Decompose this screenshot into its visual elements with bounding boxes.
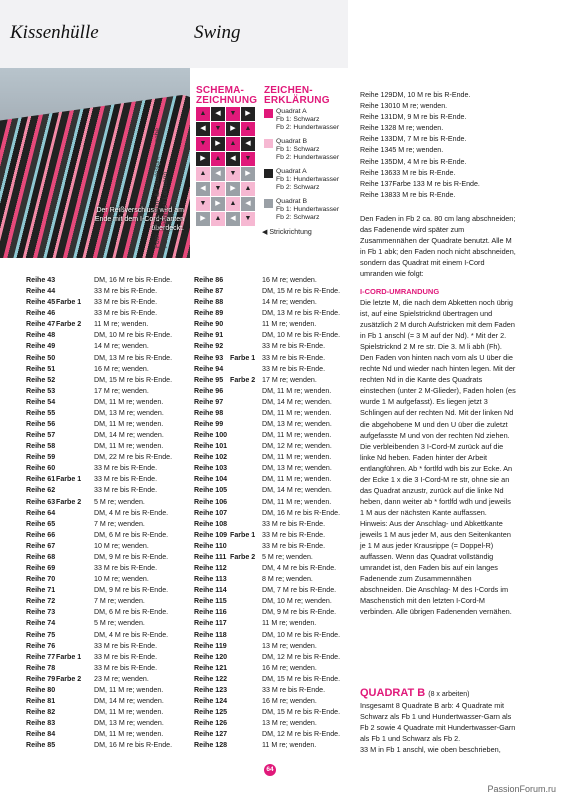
- row-color: Farbe 1: [56, 652, 82, 661]
- row-instruction: 10 M re; wenden.: [392, 102, 448, 111]
- row-label: Reihe 110: [194, 541, 227, 550]
- row-color: Farbe 1: [56, 298, 82, 307]
- row-label: Reihe 84: [26, 730, 56, 739]
- table-row: [360, 134, 480, 145]
- schema-cell: ▲: [241, 122, 255, 136]
- row-instruction: 33 M re bis R-Ende.: [416, 179, 480, 188]
- row-instruction: DM, 10 M re bis R-Ende.: [392, 91, 471, 99]
- row-label: Reihe 94: [194, 364, 224, 373]
- row-label: Reihe 138: [360, 190, 393, 199]
- schema-cell: ▲: [241, 182, 255, 196]
- row-label: Reihe 45: [26, 298, 56, 307]
- row-instruction: DM, 15 M re bis R-Ende.: [262, 287, 341, 296]
- row-instruction: DM, 11 M re; wenden.: [94, 420, 164, 429]
- table-row: [360, 90, 480, 101]
- row-instruction: DM, 13 M re bis R-Ende.: [262, 309, 341, 318]
- legend-entry-line: Fb 1: Hundertwasser: [276, 176, 340, 183]
- legend-entry-line: Fb 1: Hundertwasser: [276, 206, 340, 213]
- legend-heading-line1: ZEICHEN-: [264, 85, 313, 96]
- row-instruction: 33 M re bis R-Ende.: [94, 663, 158, 672]
- legend-entry-line: Quadrat B: [276, 138, 307, 145]
- row-color: Farbe 2: [230, 375, 256, 384]
- row-instruction: 33 M re bis R-Ende.: [94, 641, 158, 650]
- schema-cell: ▼: [196, 137, 210, 151]
- schema-cell: ◀: [226, 212, 240, 226]
- table-row: [360, 190, 480, 201]
- row-color: Farbe 2: [56, 674, 82, 683]
- row-label: Reihe 58: [26, 442, 56, 451]
- legend-arrow: [262, 228, 312, 236]
- paragraph-icord: Die letzte M, die nach dem Abketten noch übrig ist, auf eine Spielstricknd übertragen und zusätzlich 2 M durch Aufstricken mit dem Faden in Fb 1 anschl (= 3 M auf der Nd). * Mit der 2. Spielstricknd 2 M re str. Die 3. M li abh (Fh). Den Faden von hinten nach vorn als U über die rechte Nd und wieder nach hinten legen. Mit der rechten Nd in die Kante des Quadrats einstechen (unter 2 M-Glieder), Faden holen (es wurde 1 M aufgefasst). Es liegen jetzt 3 Schlingen auf der rechten Nd. Mit der linken Nd die abgehobene M und den U über die zuletzt aufgefasste M und von der rechten Nd ziehen. Die verbleibenden 3 I-Cord-M zurück auf die linke Nd heben. Faden hinter der Arbeit entlangführen. Ab * fortlfd wdh bis zur Ecke. An der Ecke 1 x die 3 I-Cord-M re str, ohne sie an das Quadrat anzustr, zurück auf die linke Nd heben, dann weiter ab * fortlfd wdh und jeweils 1 M aus der nächsten Kante auffassen. Hinweis: Aus der Anschlag- und Abkettkante jeweils 1 M aus jeder M, aus den Seitenkanten je 1 M aus jeder Krausrippe (= Doppel-R) auffassen. Wenn das Quadrat vollständig umrandet ist, den Faden bis auf ein langes Fadenende zum Zusammennähen abschneiden. Die Anschlag- M des I-Cords im Maschenstich mit den letzten I-Cord-M verbinden. Alle übrigen Fadenenden vernähen.: [360, 298, 516, 617]
- row-label: Reihe 101: [194, 442, 228, 451]
- row-instruction: DM, 11 M re; wenden.: [262, 386, 332, 395]
- row-label: Reihe 114: [194, 586, 227, 595]
- row-label: Reihe 104: [194, 475, 228, 484]
- row-instruction: DM, 11 M re; wenden.: [262, 408, 332, 417]
- title-right: Swing: [194, 22, 241, 43]
- row-label: Reihe 112: [194, 564, 227, 573]
- row-instruction: 8 M re; wenden.: [392, 124, 444, 133]
- row-instruction: DM, 11 M re; wenden.: [262, 497, 332, 506]
- row-instruction: 33 M re bis R-Ende.: [392, 190, 456, 199]
- row-label: Reihe 113: [194, 575, 227, 584]
- schema-cell: ▶: [211, 137, 225, 151]
- row-label: Reihe 118: [194, 630, 227, 639]
- row-instruction: 13 M re; wenden.: [262, 719, 317, 728]
- row-instruction: DM, 11 M re; wenden.: [94, 397, 164, 406]
- row-instruction: 10 M re; wenden.: [94, 541, 149, 550]
- row-instruction: DM, 12 M re bis R-Ende.: [262, 652, 341, 661]
- row-instruction: 33 M re bis R-Ende.: [262, 519, 326, 528]
- row-color: Farbe 2: [56, 497, 82, 506]
- row-label: Reihe 127: [194, 730, 228, 739]
- row-instruction: DM, 4 M re bis R-Ende.: [94, 630, 169, 639]
- schema-cell: ▶: [226, 122, 240, 136]
- row-instruction: 33 M re bis R-Ende.: [262, 364, 326, 373]
- row-label: Reihe 91: [194, 331, 224, 340]
- row-instruction: 8 M re; wenden.: [262, 575, 313, 584]
- row-instruction: 33 M re bis R-Ende.: [262, 353, 326, 362]
- schema-cell: ◀: [196, 182, 210, 196]
- row-color: Farbe 1: [230, 353, 256, 362]
- row-instruction: DM, 9 M re bis R-Ende.: [94, 552, 169, 561]
- schema-cell: ▼: [241, 152, 255, 166]
- row-label: Reihe 99: [194, 420, 224, 429]
- row-instruction: DM, 9 M re bis R-Ende.: [262, 608, 337, 617]
- row-instruction: DM, 15 M re bis R-Ende.: [262, 674, 341, 683]
- quadrat-b-title: QUADRAT B: [360, 687, 426, 699]
- row-label: Reihe 62: [26, 486, 56, 495]
- row-color: Farbe 1: [392, 179, 417, 188]
- arrow-left-icon: ◀: [262, 229, 268, 236]
- legend-swatch: [264, 109, 273, 118]
- row-label: Reihe 125: [194, 708, 228, 717]
- legend-entry: [276, 138, 358, 162]
- schema-heading-line2: ZEICHNUNG: [196, 95, 258, 106]
- legend-swatch: [264, 139, 273, 148]
- schema-cell: ▲: [196, 107, 210, 121]
- row-label: Reihe 135: [360, 157, 393, 166]
- row-instruction: DM, 14 M re; wenden.: [262, 486, 332, 495]
- row-instruction: 33 M re bis R-Ende.: [392, 168, 456, 177]
- row-instruction: 33 M re bis R-Ende.: [262, 685, 326, 694]
- row-label: Reihe 100: [194, 431, 228, 440]
- row-label: Reihe 121: [194, 663, 228, 672]
- row-instruction: DM, 13 M re; wenden.: [262, 420, 332, 429]
- row-instruction: DM, 14 M re; wenden.: [262, 397, 332, 406]
- row-label: Reihe 54: [26, 397, 56, 406]
- row-instruction: 5 M re; wenden.: [94, 497, 145, 506]
- row-label: Reihe 90: [194, 320, 224, 329]
- legend-entry-line: Quadrat A: [276, 168, 307, 175]
- row-label: Reihe 60: [26, 464, 56, 473]
- row-instruction: DM, 11 M re; wenden.: [94, 442, 164, 451]
- row-label: Reihe 92: [194, 342, 224, 351]
- paragraph-intro: Den Faden in Fb 2 ca. 80 cm lang abschneiden; das Fadenende wird später zum Zusammennähen der Quadrate benutzt. Alle M in Fb 1 abk; den Faden noch nicht abschneiden, sondern das Quadrat mit einem I-Cord umranden wie folgt:: [360, 214, 516, 279]
- row-instruction: 10 M re; wenden.: [94, 575, 149, 584]
- row-label: Reihe 126: [194, 719, 228, 728]
- row-label: Reihe 106: [194, 497, 228, 506]
- row-instruction: 7 M re; wenden.: [94, 519, 145, 528]
- row-color: Farbe 1: [230, 530, 256, 539]
- row-instruction: DM, 6 M re bis R-Ende.: [94, 608, 169, 617]
- row-instruction: 5 M re; wenden.: [262, 552, 313, 561]
- legend-entry-line: Fb 2: Hundertwasser: [276, 124, 340, 131]
- row-label: Reihe 102: [194, 453, 228, 462]
- legend-entry-line: Fb 2: Schwarz: [276, 184, 320, 191]
- schema-cell: ◀: [226, 152, 240, 166]
- row-label: Reihe 55: [26, 408, 56, 417]
- row-label: Reihe 88: [194, 298, 224, 307]
- row-label: Reihe 68: [26, 552, 56, 561]
- legend-entry-line: Fb 2: Hundertwasser: [276, 154, 340, 161]
- legend-swatch: [264, 199, 273, 208]
- paragraph-quadrat-b: Insgesamt 8 Quadrate B arb: 4 Quadrate mit Schwarz als Fb 1 und Hundertwasser-Garn als Fb 2 sowie 4 Quadrate mit Hundertwasser-Garn als Fb 1 und Schwarz als Fb 2.: [360, 701, 516, 744]
- row-label: Reihe 108: [194, 519, 228, 528]
- row-label: Reihe 76: [26, 641, 56, 650]
- row-instruction: DM, 15 M re bis R-Ende.: [262, 708, 341, 717]
- legend-arrow-label: Strickrichtung: [269, 229, 312, 236]
- row-instruction: DM, 9 M re bis R-Ende.: [94, 586, 169, 595]
- schema-cell: ▲: [226, 197, 240, 211]
- row-instruction: 16 M re; wenden.: [94, 364, 149, 373]
- row-instruction: 14 M re; wenden.: [94, 342, 149, 351]
- row-label: Reihe 107: [194, 508, 228, 517]
- row-label: Reihe 123: [194, 685, 228, 694]
- legend-entry: [276, 168, 358, 192]
- row-label: Reihe 59: [26, 453, 56, 462]
- row-instruction: 5 M re; wenden.: [392, 146, 444, 155]
- row-label: Reihe 137: [360, 179, 393, 188]
- row-label: Reihe 87: [194, 287, 224, 296]
- table-row: [360, 112, 480, 123]
- table-row: [360, 145, 480, 156]
- schema-cell: ▼: [196, 197, 210, 211]
- row-color: Farbe 1: [56, 475, 82, 484]
- table-row: [360, 168, 480, 179]
- row-label: Reihe 86: [194, 276, 224, 284]
- legend-swatch: [264, 169, 273, 178]
- row-instruction: 33 M re bis R-Ende.: [94, 652, 158, 661]
- row-label: Reihe 77: [26, 652, 56, 661]
- row-label: Reihe 50: [26, 353, 56, 362]
- row-label: Reihe 111: [194, 552, 227, 561]
- row-instruction: DM, 10 M re bis R-Ende.: [94, 331, 173, 340]
- row-instruction: DM, 4 M re bis R-Ende.: [94, 508, 169, 517]
- row-instruction: 33 M re bis R-Ende.: [94, 475, 158, 484]
- row-label: Reihe 70: [26, 575, 56, 584]
- legend-entry-line: Fb 2: Schwarz: [276, 214, 320, 221]
- schema-cell: ◀: [196, 122, 210, 136]
- table-row: [360, 101, 480, 112]
- row-label: Reihe 61: [26, 475, 56, 484]
- schema-cell: ▶: [226, 182, 240, 196]
- row-label: Reihe 53: [26, 386, 56, 395]
- row-instruction: DM, 9 M re bis R-Ende.: [392, 113, 467, 122]
- row-label: Reihe 115: [194, 597, 227, 606]
- row-label: Reihe 129: [360, 91, 393, 99]
- table-row: [360, 157, 480, 168]
- row-label: Reihe 44: [26, 287, 56, 296]
- row-instruction: DM, 16 M re bis R-Ende.: [94, 276, 173, 284]
- row-instruction: 33 M re bis R-Ende.: [94, 309, 158, 318]
- row-instruction: 17 M re; wenden.: [262, 375, 317, 384]
- row-label: Reihe 131: [360, 113, 393, 122]
- legend-heading: [264, 86, 330, 106]
- row-instruction: 5 M re; wenden.: [94, 619, 145, 628]
- legend-heading-line2: ERKLÄRUNG: [264, 95, 330, 106]
- row-instruction: 11 M re; wenden.: [94, 320, 149, 329]
- row-label: Reihe 93: [194, 353, 224, 362]
- row-instruction: DM, 13 M re bis R-Ende.: [94, 353, 173, 362]
- row-instruction: DM, 10 M re; wenden.: [262, 597, 332, 606]
- schema-heading-line1: SCHEMA-: [196, 85, 245, 96]
- row-instruction: DM, 10 M re bis R-Ende.: [262, 630, 341, 639]
- row-label: Reihe 71: [26, 586, 56, 595]
- row-instruction: DM, 11 M re; wenden.: [262, 453, 332, 462]
- row-instruction: 33 M re bis R-Ende.: [262, 342, 326, 351]
- row-instruction: DM, 13 M re; wenden.: [94, 719, 164, 728]
- paragraph-cast-on: 33 M in Fb 1 anschl, wie oben beschrieben,: [360, 745, 501, 754]
- row-label: Reihe 67: [26, 541, 56, 550]
- table-row: [360, 179, 480, 190]
- schema-cell: ▶: [241, 107, 255, 121]
- row-instruction: 33 M re bis R-Ende.: [94, 486, 158, 495]
- row-label: Reihe 109: [194, 530, 228, 539]
- row-label: Reihe 105: [194, 486, 228, 495]
- row-label: Reihe 119: [194, 641, 227, 650]
- row-instruction: DM, 12 M re; wenden.: [262, 442, 332, 451]
- row-label: Reihe 43: [26, 276, 56, 284]
- row-instruction: DM, 16 M re bis R-Ende.: [94, 741, 173, 750]
- row-label: Reihe 73: [26, 608, 56, 617]
- schema-cell: ▲: [196, 167, 210, 181]
- row-label: Reihe 82: [26, 708, 56, 717]
- row-label: Reihe 103: [194, 464, 228, 473]
- page-number: 64: [264, 764, 276, 776]
- header-band: [0, 0, 348, 68]
- row-instruction: 16 M re; wenden.: [262, 276, 317, 284]
- row-instruction: 16 M re; wenden.: [262, 663, 317, 672]
- schema-cell: ▲: [211, 152, 225, 166]
- row-instruction: DM, 11 M re; wenden.: [262, 475, 332, 484]
- row-instruction: DM, 13 M re; wenden.: [94, 408, 164, 417]
- row-color: Farbe 2: [230, 552, 256, 561]
- row-instruction: 17 M re; wenden.: [94, 386, 149, 395]
- row-instruction: 11 M re; wenden.: [262, 741, 317, 750]
- row-instruction: 11 M re; wenden.: [262, 619, 317, 628]
- row-instruction: DM, 4 M re bis R-Ende.: [392, 157, 467, 166]
- row-label: Reihe 120: [194, 652, 228, 661]
- row-label: Reihe 134: [360, 146, 393, 155]
- row-label: Reihe 117: [194, 619, 227, 628]
- row-label: Reihe 116: [194, 608, 227, 617]
- row-label: Reihe 98: [194, 408, 224, 417]
- row-label: Reihe 81: [26, 696, 56, 705]
- row-instruction: 7 M re; wenden.: [94, 597, 145, 606]
- schema-cell: ▶: [211, 197, 225, 211]
- legend-entry-line: Fb 1: Schwarz: [276, 116, 320, 123]
- row-label: Reihe 65: [26, 519, 56, 528]
- row-label: Reihe 64: [26, 508, 56, 517]
- row-label: Reihe 46: [26, 309, 56, 318]
- row-instruction: 13 M re; wenden.: [262, 641, 317, 650]
- row-instruction: 33 M re bis R-Ende.: [262, 530, 326, 539]
- legend-entry: [276, 108, 358, 132]
- legend-entry-line: Quadrat B: [276, 198, 307, 205]
- row-instruction: 33 M re bis R-Ende.: [94, 287, 158, 296]
- section-quadrat-b-heading: [360, 687, 470, 699]
- row-instruction: DM, 16 M re bis R-Ende.: [262, 508, 341, 517]
- row-instruction: DM, 7 M re bis R-Ende.: [262, 586, 337, 595]
- row-label: Reihe 56: [26, 420, 56, 429]
- row-instruction: DM, 12 M re bis R-Ende.: [262, 730, 341, 739]
- row-label: Reihe 78: [26, 663, 56, 672]
- row-instruction: DM, 11 M re; wenden.: [94, 685, 164, 694]
- row-table-3: [360, 90, 480, 201]
- row-label: Reihe 85: [26, 741, 56, 750]
- schema-cell: ◀: [211, 107, 225, 121]
- row-label: Reihe 133: [360, 135, 393, 144]
- row-label: Reihe 122: [194, 674, 228, 683]
- schema-cell: ▼: [211, 182, 225, 196]
- quadrat-b-note: (8 x arbeiten): [428, 691, 470, 698]
- schema-cell: ▲: [211, 212, 225, 226]
- photo-caption: Der Reißverschluss wird am Ende mit dem I-Cord-Kanten überdeckt.: [94, 207, 184, 232]
- row-instruction: DM, 13 M re; wenden.: [262, 464, 332, 473]
- schema-grid: [196, 107, 256, 233]
- row-label: Reihe 51: [26, 364, 56, 373]
- row-label: Reihe 124: [194, 696, 228, 705]
- row-label: Reihe 130: [360, 102, 393, 111]
- row-instruction: 14 M re; wenden.: [262, 298, 317, 307]
- row-label: Reihe 49: [26, 342, 56, 351]
- row-instruction: DM, 14 M re; wenden.: [94, 431, 164, 440]
- row-instruction: 11 M re; wenden.: [262, 320, 317, 329]
- row-instruction: 23 M re; wenden.: [94, 674, 149, 683]
- row-label: Reihe 63: [26, 497, 56, 506]
- row-label: Reihe 80: [26, 685, 56, 694]
- row-instruction: 33 M re bis R-Ende.: [94, 298, 158, 307]
- product-photo: [0, 68, 190, 258]
- row-instruction: 16 M re; wenden.: [262, 696, 317, 705]
- schema-cell: ◀: [241, 137, 255, 151]
- row-label: Reihe 47: [26, 320, 56, 329]
- schema-cell: ▶: [241, 167, 255, 181]
- row-color: Farbe 2: [56, 320, 82, 329]
- legend-entry-line: Quadrat A: [276, 108, 307, 115]
- row-label: Reihe 96: [194, 386, 224, 395]
- schema-cell: ◀: [211, 167, 225, 181]
- table-row: [360, 123, 480, 134]
- schema-cell: ▲: [226, 137, 240, 151]
- legend-entry-line: Fb 1: Schwarz: [276, 146, 320, 153]
- schema-cell: ◀: [241, 197, 255, 211]
- row-instruction: 33 M re bis R-Ende.: [262, 541, 326, 550]
- row-label: Reihe 69: [26, 564, 56, 573]
- row-label: Reihe 75: [26, 630, 56, 639]
- legend-entry: [276, 198, 358, 222]
- row-label: Reihe 52: [26, 375, 56, 384]
- row-instruction: DM, 10 M re bis R-Ende.: [262, 331, 341, 340]
- row-instruction: DM, 11 M re; wenden.: [262, 431, 332, 440]
- row-instruction: DM, 11 M re; wenden.: [94, 708, 164, 717]
- row-label: Reihe 72: [26, 597, 56, 606]
- row-instruction: DM, 15 M re bis R-Ende.: [94, 375, 173, 384]
- schema-heading: [196, 86, 257, 106]
- row-label: Reihe 89: [194, 309, 224, 318]
- row-label: Reihe 66: [26, 530, 56, 539]
- row-instruction: DM, 4 M re bis R-Ende.: [262, 564, 337, 573]
- row-label: Reihe 95: [194, 375, 224, 384]
- row-label: Reihe 83: [26, 719, 56, 728]
- row-label: Reihe 79: [26, 674, 56, 683]
- row-label: Reihe 48: [26, 331, 56, 340]
- row-label: Reihe 132: [360, 124, 393, 133]
- row-label: Reihe 136: [360, 168, 393, 177]
- schema-cell: ▼: [226, 107, 240, 121]
- row-label: Reihe 57: [26, 431, 56, 440]
- row-label: Reihe 74: [26, 619, 56, 628]
- row-instruction: 33 M re bis R-Ende.: [94, 464, 158, 473]
- row-label: Reihe 128: [194, 741, 228, 750]
- row-instruction: DM, 22 M re bis R-Ende.: [94, 453, 173, 462]
- row-instruction: DM, 6 M re bis R-Ende.: [94, 530, 169, 539]
- title-left: Kissenhülle: [10, 22, 99, 43]
- schema-cell: ▶: [196, 152, 210, 166]
- section-icord-heading: I-CORD-UMRANDUNG: [360, 287, 440, 296]
- schema-cell: ▶: [196, 212, 210, 226]
- photo-credit: Foto: Bilger Film- & Fotodesign, Leihgabe Foto: © Heinrich Lohmann: [154, 128, 169, 248]
- row-instruction: DM, 11 M re; wenden.: [94, 730, 164, 739]
- row-instruction: 33 M re bis R-Ende.: [94, 564, 158, 573]
- row-instruction: DM, 14 M re; wenden.: [94, 696, 164, 705]
- schema-cell: ▼: [226, 167, 240, 181]
- row-label: Reihe 97: [194, 397, 224, 406]
- row-instruction: DM, 7 M re bis R-Ende.: [392, 135, 467, 144]
- watermark: PassionForum.ru: [487, 784, 556, 794]
- schema-cell: ▼: [211, 122, 225, 136]
- schema-cell: ▼: [241, 212, 255, 226]
